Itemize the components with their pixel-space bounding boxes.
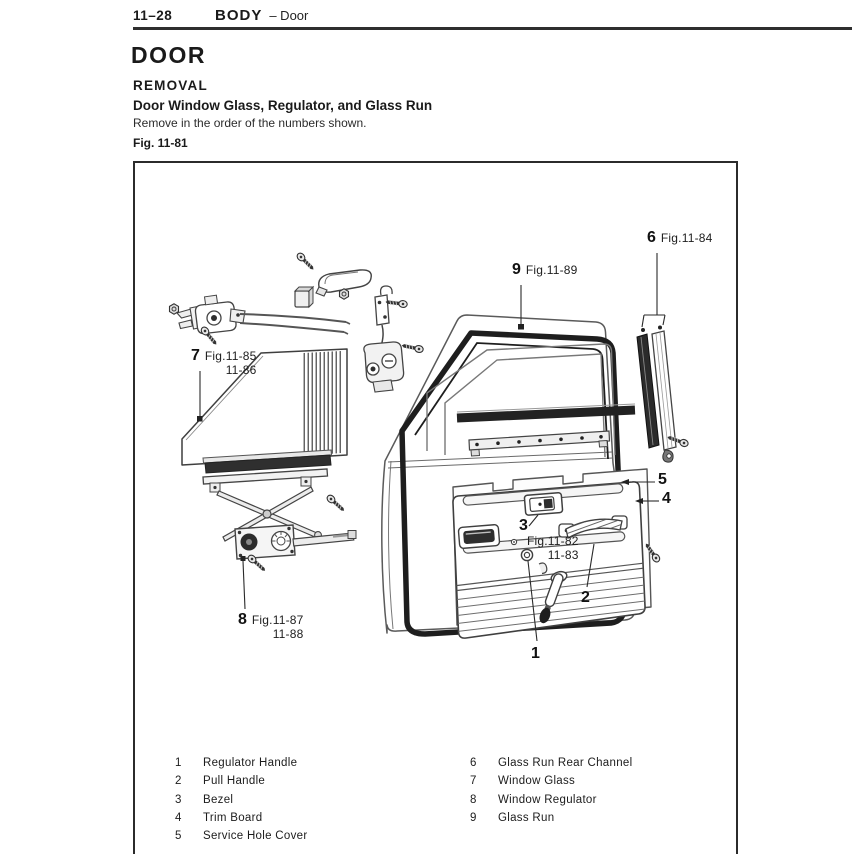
section-subname: – Door — [269, 8, 309, 23]
legend-item: 8 Window Regulator — [470, 793, 597, 806]
legend-item: 3 Bezel — [175, 793, 234, 806]
section-name: BODY — [215, 7, 263, 24]
callout-7: 7 Fig.11-85 11-86 — [191, 347, 257, 377]
callout-1: 1 — [531, 645, 540, 662]
callout-4: 4 — [662, 490, 671, 507]
callout-8: 8 Fig.11-87 11-88 — [238, 611, 304, 641]
callout-3-figs: Fig.11-82 11-83 — [527, 534, 579, 562]
instruction-text: Remove in the order of the numbers shown. — [133, 116, 367, 130]
figure-box — [133, 161, 738, 854]
figure-label: Fig. 11-81 — [133, 136, 188, 150]
legend-item: 9 Glass Run — [470, 812, 555, 825]
legend-item: 1 Regulator Handle — [175, 757, 298, 770]
armrest-pocket — [458, 524, 500, 548]
header-rule — [133, 27, 852, 30]
page-title: DOOR — [131, 42, 206, 68]
legend-left-column — [175, 754, 307, 845]
callout-5: 5 — [658, 471, 667, 488]
removal-heading: REMOVAL — [133, 78, 208, 93]
window-regulator-drawing — [203, 469, 356, 559]
rear-channel-drawing — [637, 326, 676, 463]
bezel-drawing — [524, 493, 562, 516]
legend-item: 4 Trim Board — [175, 812, 263, 825]
legend-right-column — [470, 754, 632, 827]
page-number: 11–28 — [133, 8, 173, 23]
procedure-heading: Door Window Glass, Regulator, and Glass Run — [133, 98, 433, 113]
callout-6: 6 Fig.11-84 — [647, 229, 713, 246]
legend-item: 7 Window Glass — [470, 775, 576, 788]
callout-2: 2 — [581, 589, 590, 606]
legend-item: 5 Service Hole Cover — [175, 830, 308, 843]
legend-item: 6 Glass Run Rear Channel — [470, 757, 633, 770]
callout-9: 9 Fig.11-89 — [512, 261, 578, 278]
legend-item: 2 Pull Handle — [175, 775, 266, 788]
exploded-door-diagram — [135, 163, 736, 854]
callout-3: 3 — [519, 517, 528, 534]
running-head — [133, 7, 308, 24]
rubber-block-drawing — [295, 287, 313, 307]
